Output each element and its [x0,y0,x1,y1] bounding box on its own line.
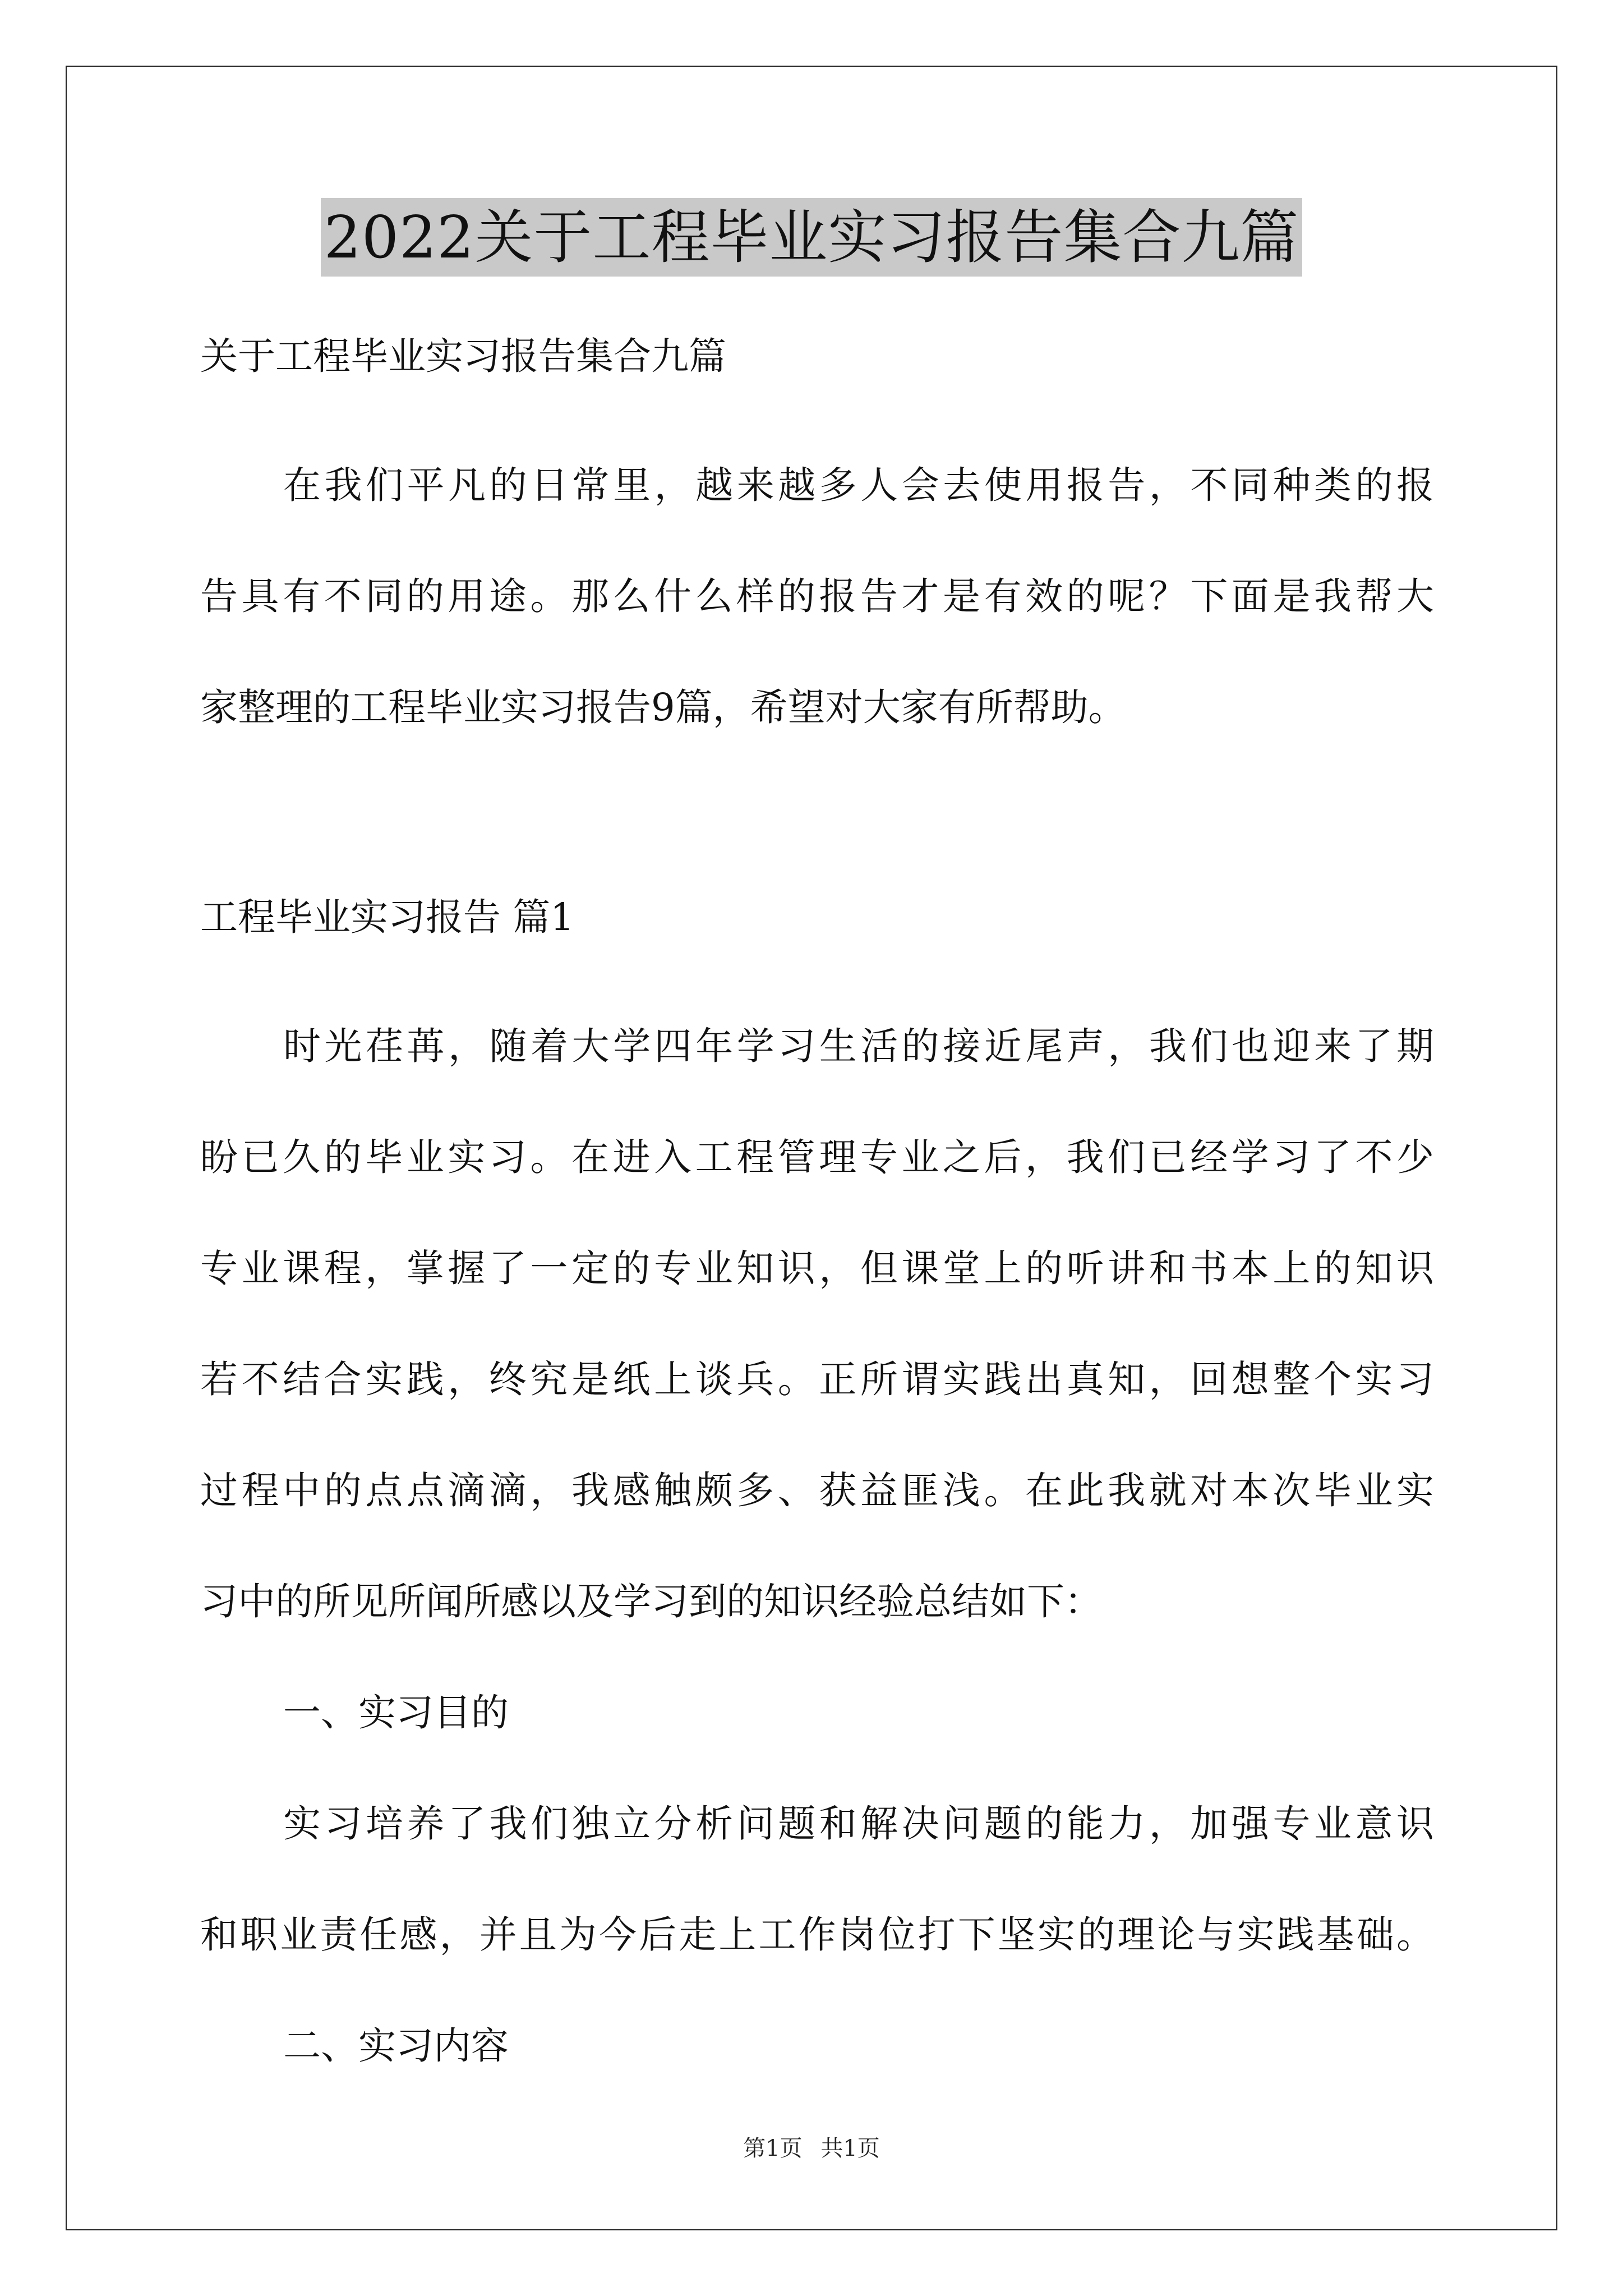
paragraph-line: 若不结合实践，终究是纸上谈兵。正所谓实践出真知，回想整个实习 [200,1358,1434,1401]
subsection-heading: 二、实习内容 [283,2024,509,2068]
paragraph-line: 盼已久的毕业实习。在进入工程管理专业之后，我们已经学习了不少 [200,1135,1434,1179]
page-number: 第1页 [743,2136,803,2161]
paragraph-line: 在我们平凡的日常里，越来越多人会去使用报告，不同种类的报 [283,463,1434,507]
paragraph-line: 专业课程，掌握了一定的专业知识，但课堂上的听讲和书本上的知识 [200,1246,1434,1290]
paragraph-line: 和职业责任感，并且为今后走上工作岗位打下坚实的理论与实践基础。 [200,1913,1434,1957]
document-title: 2022关于工程毕业实习报告集合九篇 [321,198,1303,277]
section-heading: 工程毕业实习报告 篇1 [200,895,574,939]
paragraph-line: 习中的所见所闻所感以及学习到的知识经验总结如下： [200,1580,1102,1623]
paragraph-line: 告具有不同的用途。那么什么样的报告才是有效的呢？下面是我帮大 [200,574,1434,618]
paragraph-line: 过程中的点点滴滴，我感触颇多、获益匪浅。在此我就对本次毕业实 [200,1469,1434,1512]
page-footer [0,2132,1623,2165]
paragraph-line: 家整理的工程毕业实习报告9篇，希望对大家有所帮助。 [200,685,1126,729]
title-area [0,198,1623,277]
subtitle-line: 关于工程毕业实习报告集合九篇 [200,334,726,378]
paragraph-line: 实习培养了我们独立分析问题和解决问题的能力，加强专业意识 [283,1802,1434,1846]
paragraph-line: 时光荏苒，随着大学四年学习生活的接近尾声，我们也迎来了期 [283,1024,1434,1068]
subsection-heading: 一、实习目的 [283,1691,509,1734]
page-total: 共1页 [820,2136,880,2161]
